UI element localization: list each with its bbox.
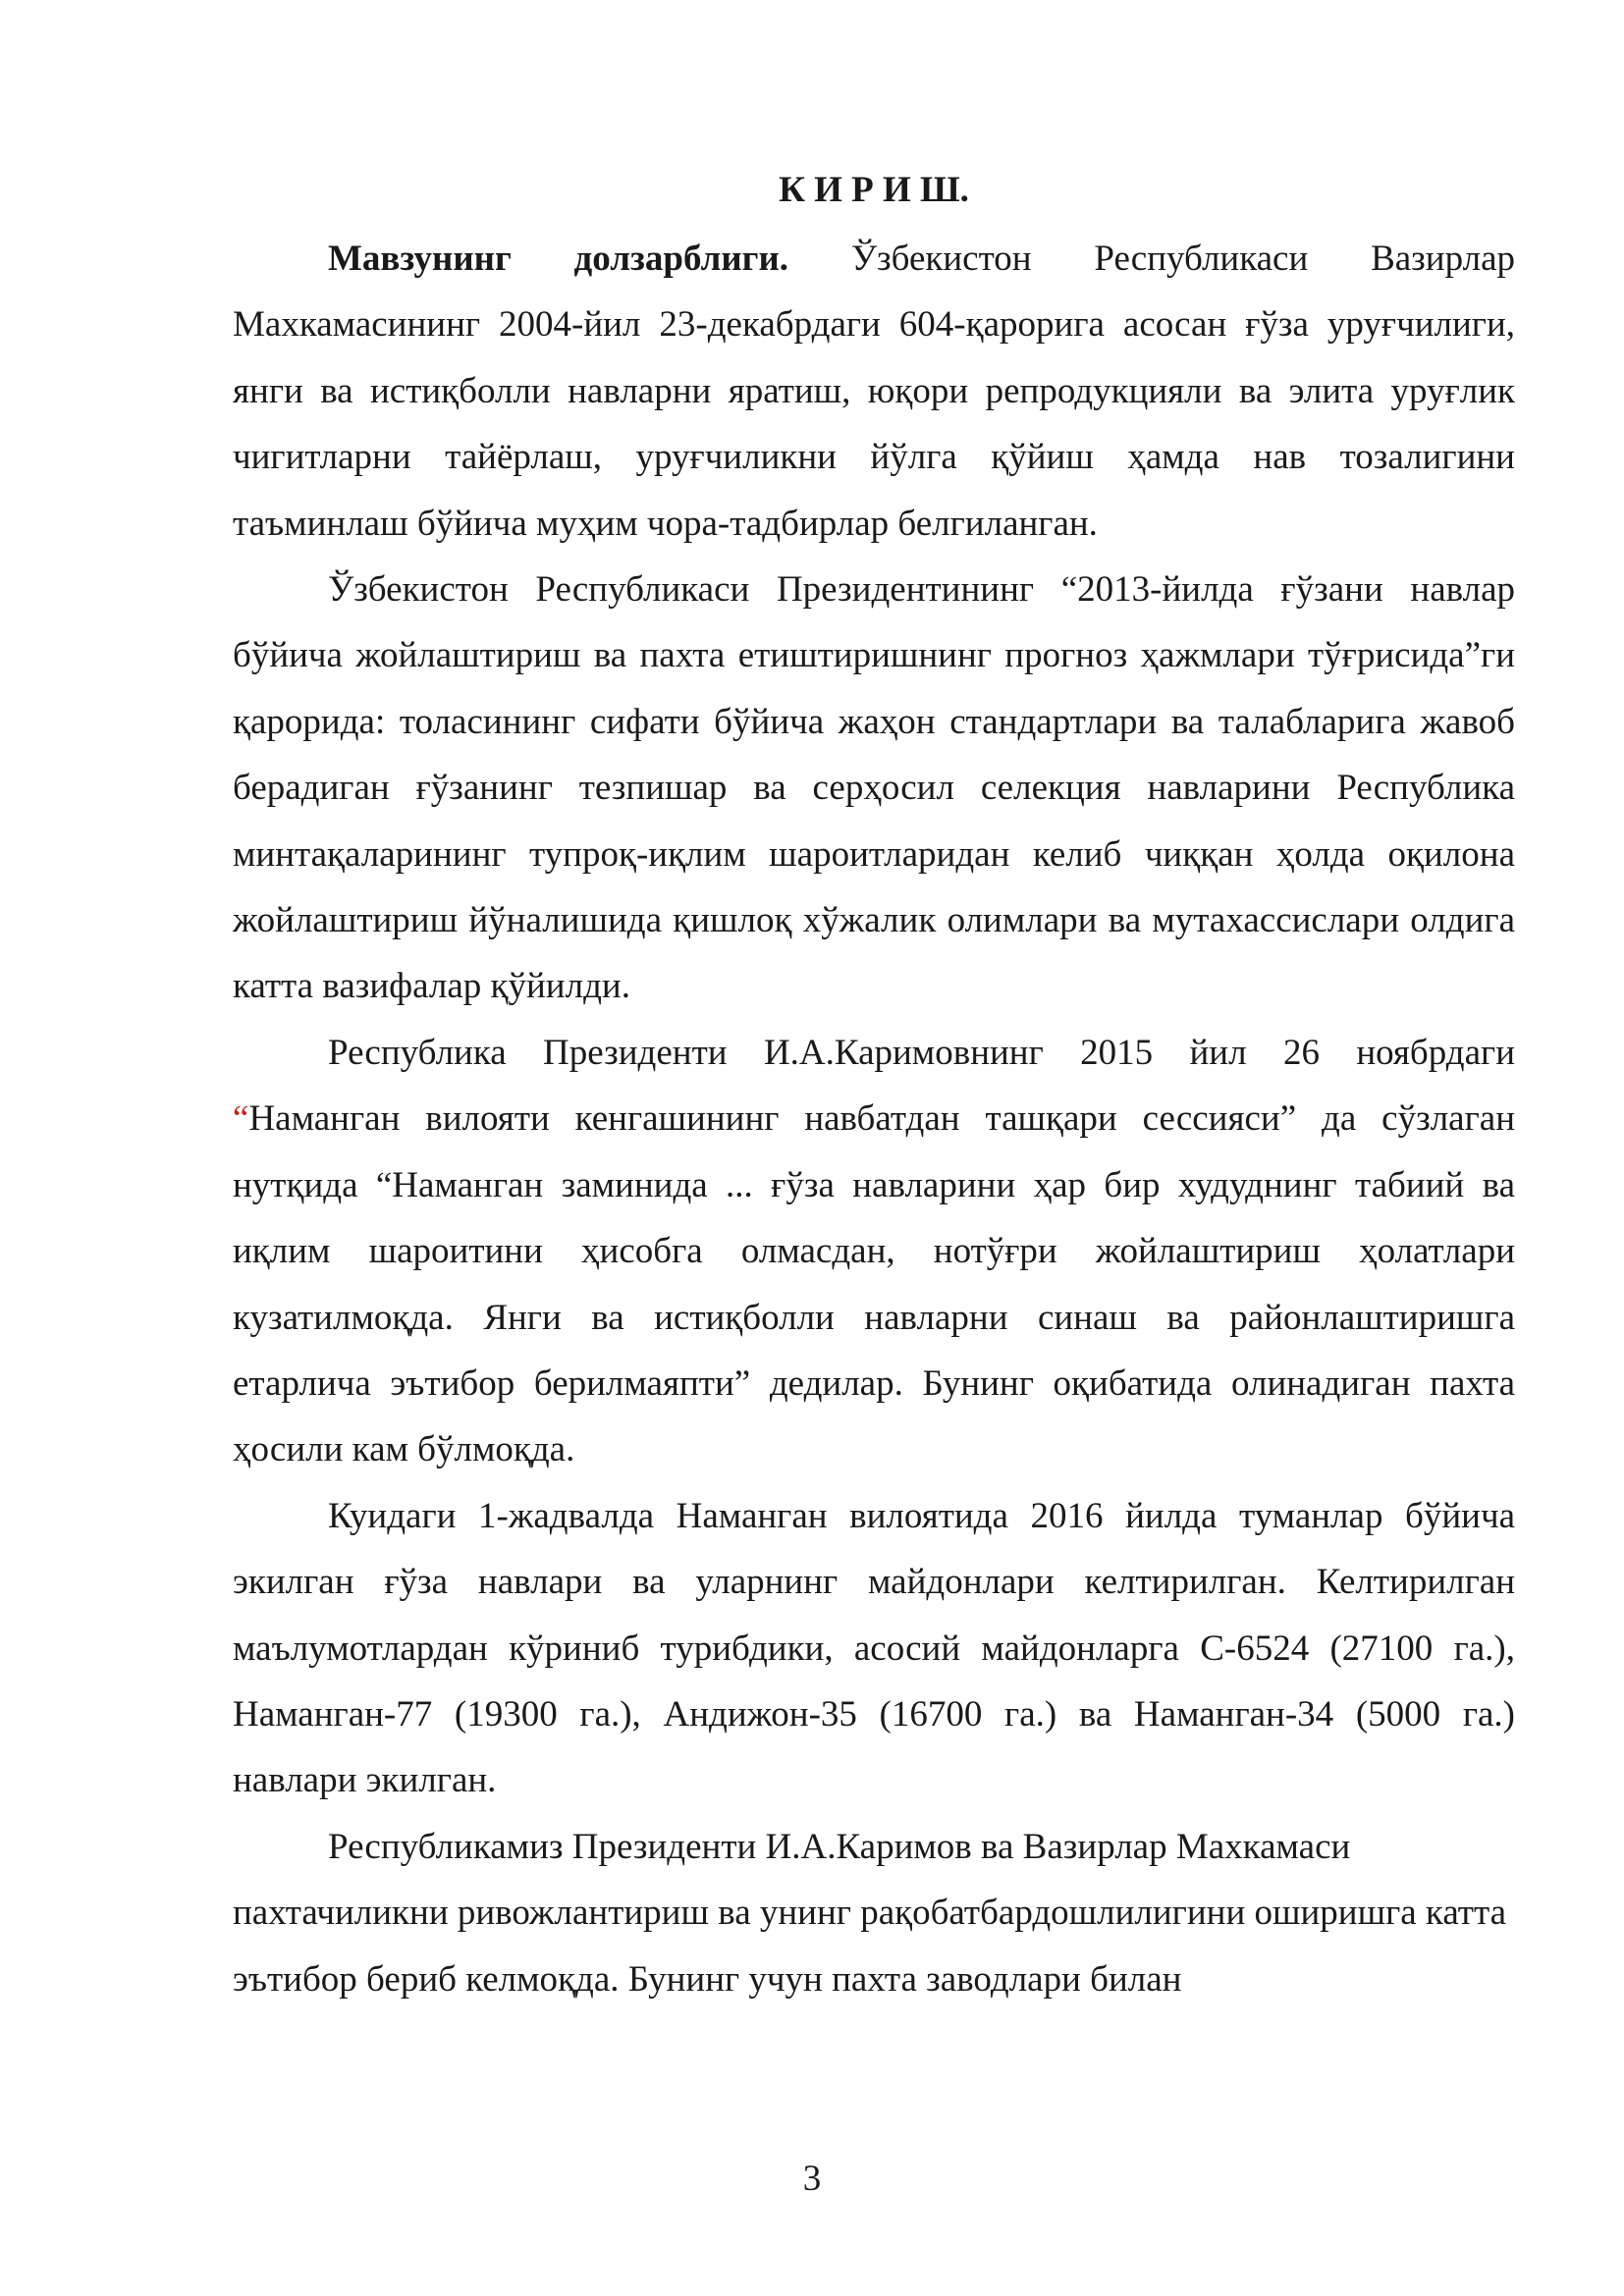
paragraph-text: Республикамиз Президенти И.А.Каримов ва Вазирлар Махкамаси пахтачиликни ривожлантириш ва унинг рақобатбардошлилигини оширишга катта эътибор бериб келмоқда. Бунинг учун пахта заводлари билан — [233, 1826, 1507, 2000]
paragraph-relevance — [233, 226, 1515, 557]
paragraph-president-decree — [233, 557, 1515, 1020]
paragraph-lead-bold: Мавзунинг долзарблиги. — [328, 239, 789, 279]
paragraph-text: Куидаги 1-жадвалда Наманган вилоятида 2016 йилда туманлар бўйича экилган ғўза навлари ва уларнинг майдонлари келтирилган. Келтирилган маълумотлардан кўриниб турибдики, асосий майдонларга С-6524 (27100 га.), Наманган-77 (19300 га.), Андижон-35 (16700 га.) ва Наманган-34 (5000 га.) навлари экилган. — [233, 1495, 1515, 1801]
paragraph-text-after: Наманган вилояти кенгашининг навбатдан ташқари сессияси” да сўзлаган нутқида “Наманган заминида ... ғўза навларини ҳар бир худуднинг табиий ва иқлим шароитини ҳисобга олмасдан, нотўғри жойлаштириш ҳолатлари кузатилмоқда. Янги ва истиқболли навларни синаш ва районлаштиришга етарлича эътибор берилмаяпти” дедилар. Бунинг оқибатида олинадиган пахта ҳосили кам бўлмоқда. — [233, 1098, 1515, 1470]
paragraph-text: Ўзбекистон Республикаси Президентининг “2013-йилда ғўзани навлар бўйича жойлаштириш ва пахта етиштиришнинг прогноз ҳажмлари тўғрисида”ги қарорида: толасининг сифати бўйича жаҳон стандартлари ва талабларига жавоб берадиган ғўзанинг тезпишар ва серҳосил селекция навларини Республика минтақаларининг тупроқ-иқлим шароитларидан келиб чиққан ҳолда оқилона жойлаштириш йўналишида қишлоқ хўжалик олимлари ва мутахассислари олдига катта вазифалар қўйилди. — [233, 569, 1515, 1007]
paragraph-cotton-development — [233, 1814, 1515, 2012]
document-page — [233, 157, 1515, 2012]
red-quote-mark: “ — [233, 1098, 249, 1140]
paragraph-president-speech — [233, 1020, 1515, 1483]
page-number: 3 — [802, 2159, 822, 2199]
section-title: К И Р И Ш. — [779, 170, 969, 210]
paragraph-text-before: Республика Президенти И.А.Каримовнинг 2015 йил 26 ноябрдаги — [328, 1032, 1515, 1073]
paragraph-text: Ўзбекистон Республикаси Вазирлар Махкамасининг 2004-йил 23-декабрдаги 604-қарорига асосан ғўза уруғчилиги, янги ва истиқболли навларни яратиш, юқори репродукцияли ва элита уруғлик чигитларни тайёрлаш, уруғчиликни йўлга қўйиш ҳамда нав тозалигини таъминлаш бўйича муҳим чора-тадбирлар белгиланган. — [233, 239, 1515, 544]
paragraph-table-reference — [233, 1483, 1515, 1814]
